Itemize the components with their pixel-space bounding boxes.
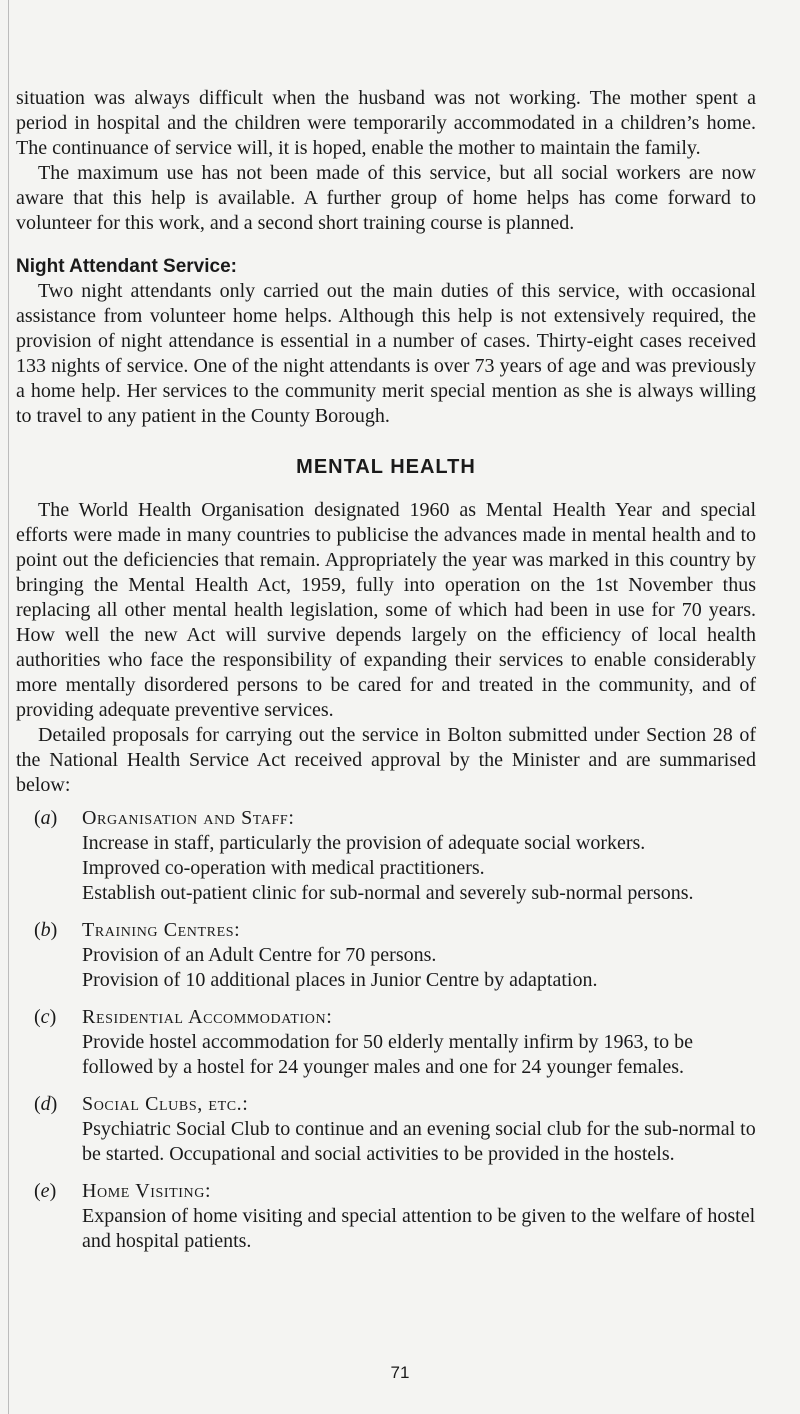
proposal-item-marker: (e) bbox=[34, 1180, 57, 1202]
binding-edge-line bbox=[8, 0, 9, 1414]
proposal-item-line: Provision of 10 additional places in Junior Centre by adaptation. bbox=[82, 969, 598, 991]
proposal-item-letter: d bbox=[40, 1093, 51, 1115]
page-number: 71 bbox=[390, 1363, 410, 1382]
proposal-item-title: Home Visiting: bbox=[82, 1180, 212, 1202]
proposal-item-marker: (b) bbox=[34, 919, 58, 941]
intro-paragraph-2: The maximum use has not been made of this service, but all social workers are now aware that this help is available. A further group of home helps has come forward to volunteer for this work, and a second short training course is planned. bbox=[16, 162, 756, 234]
proposal-item-line: Expansion of home visiting and special attention to be given to the welfare of hostel and hospital patients. bbox=[82, 1205, 756, 1252]
intro-paragraph-1: situation was always difficult when the husband was not working. The mother spent a period in hospital and the children were temporarily accommodated in a children’s home. The continuance of service will, it is hoped, enable the mother to maintain the family. bbox=[16, 87, 756, 159]
proposal-item-line: Improved co-operation with medical practitioners. bbox=[82, 857, 485, 879]
night-attendant-heading: Night Attendant Service: bbox=[16, 256, 237, 277]
proposal-item-marker: (d) bbox=[34, 1093, 58, 1115]
proposal-item-marker: (c) bbox=[34, 1006, 57, 1028]
proposal-item-c bbox=[16, 1005, 756, 1080]
night-attendant-paragraph: Two night attendants only carried out the main duties of this service, with occasional assistance from volunteer home helps. Although this help is not extensively required, the provision of night attendance is essential in a number of cases. Thirty-eight cases received 133 nights of service. One of the night attendants is over 73 years of age and was previously a home help. Her services to the community merit special mention as she is always willing to travel to any patient in the County Borough. bbox=[16, 280, 756, 427]
mental-health-paragraph-1: The World Health Organisation designated 1960 as Mental Health Year and special efforts were made in many countries to publicise the advances made in mental health and to point out the deficiencies that remain. Appropriately the year was marked in this country by bringing the Mental Health Act, 1959, fully into operation on the 1st November thus replacing all other mental health legislation, some of which had been in use for 70 years. How well the new Act will survive depends largely on the efficiency of local health authorities who face the responsibility of expanding their services to enable considerably more mentally disordered persons to be cared for and treated in the community, and of providing adequate preventive services. bbox=[16, 499, 756, 721]
proposal-item-letter: c bbox=[40, 1006, 50, 1028]
proposal-list bbox=[16, 806, 756, 1254]
proposal-item-d bbox=[16, 1092, 756, 1167]
proposal-item-e bbox=[16, 1179, 756, 1254]
mental-health-heading: MENTAL HEALTH bbox=[296, 456, 476, 478]
proposal-item-letter: b bbox=[40, 919, 51, 941]
proposal-item-line: Provide hostel accommodation for 50 elderly mentally infirm by 1963, to be followed by a hostel for 24 younger males and one for 24 younger females. bbox=[82, 1031, 693, 1078]
proposal-item-marker: (a) bbox=[34, 807, 58, 829]
proposal-item-title: Residential Accommodation: bbox=[82, 1006, 333, 1028]
proposal-item-letter: e bbox=[40, 1180, 50, 1202]
proposal-item-line: Provision of an Adult Centre for 70 persons. bbox=[82, 944, 437, 966]
proposal-item-b bbox=[16, 918, 756, 993]
proposal-item-title: Organisation and Staff: bbox=[82, 807, 295, 829]
proposal-item-line: Psychiatric Social Club to continue and an evening social club for the sub-normal to be started. Occupational and social activities to be provided in the hostels. bbox=[82, 1118, 756, 1165]
proposal-item-line: Establish out-patient clinic for sub-normal and severely sub-normal persons. bbox=[82, 882, 694, 904]
proposal-item-letter: a bbox=[40, 807, 51, 829]
proposal-item-title: Training Centres: bbox=[82, 919, 241, 941]
proposal-item-a bbox=[16, 806, 756, 906]
proposal-item-line: Increase in staff, particularly the provision of adequate social workers. bbox=[82, 832, 646, 854]
proposal-item-title: Social Clubs, etc.: bbox=[82, 1093, 249, 1115]
document-page bbox=[16, 86, 756, 1266]
mental-health-paragraph-2: Detailed proposals for carrying out the service in Bolton submitted under Section 28 of the National Health Service Act received approval by the Minister and are summarised below: bbox=[16, 724, 756, 796]
